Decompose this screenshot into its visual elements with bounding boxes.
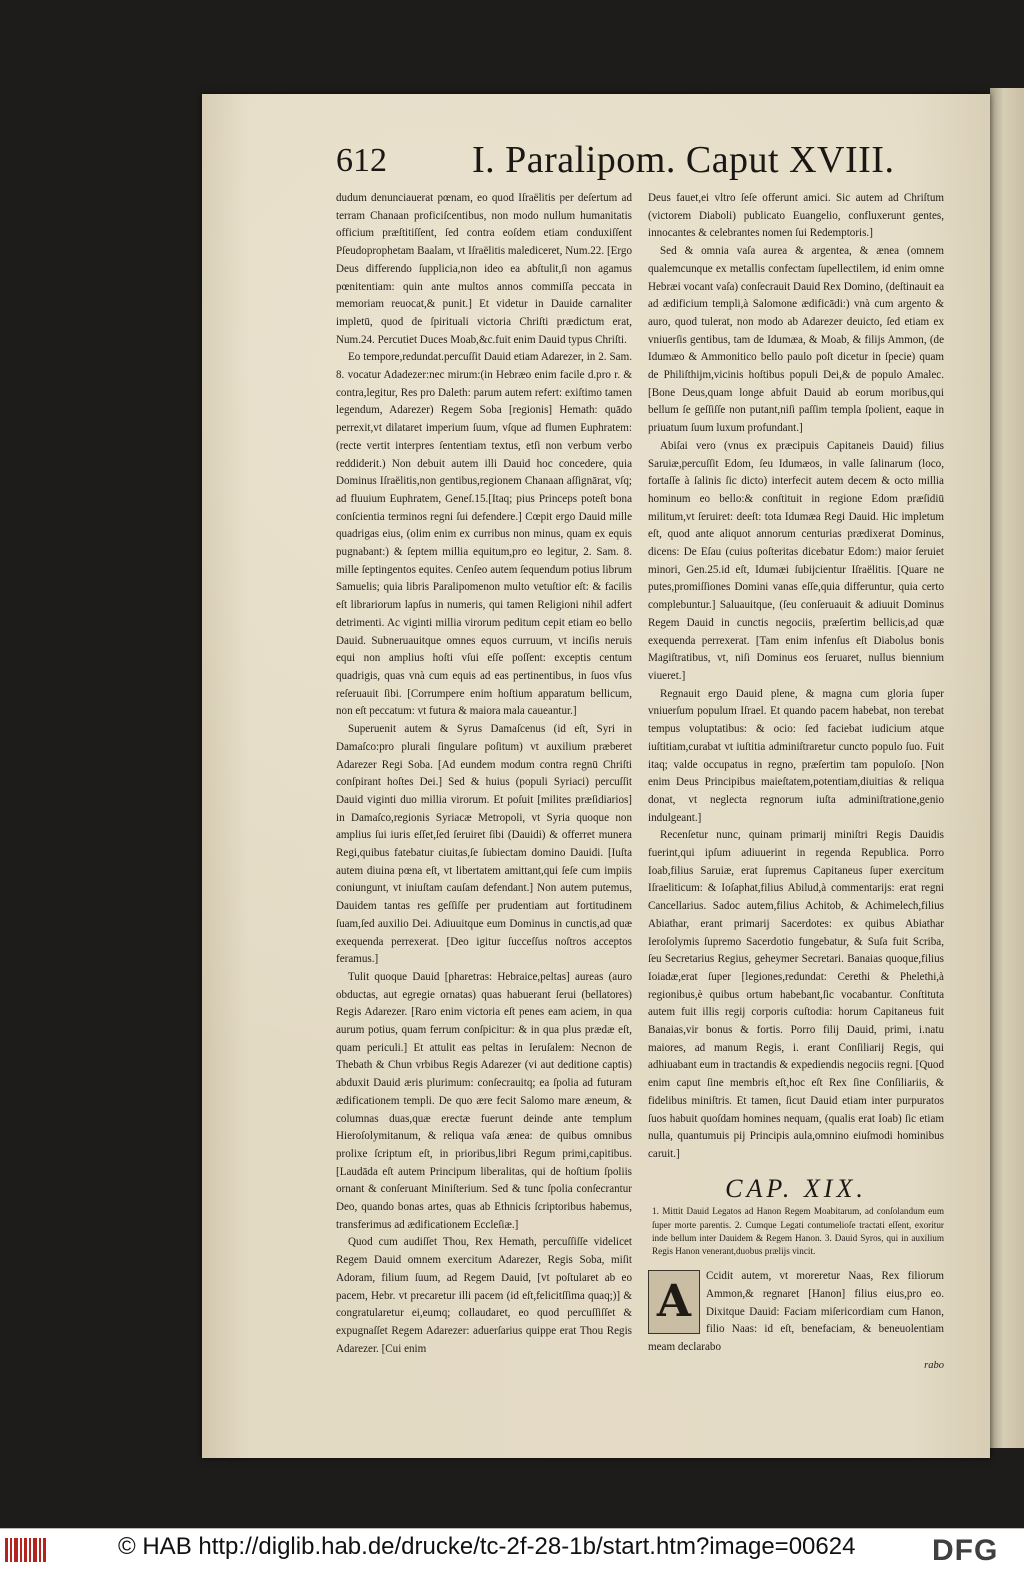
page-header	[336, 138, 976, 184]
book-page	[202, 94, 990, 1458]
left-paragraph: dudum denunciauerat pœnam, eo quod Iſraëlitis per deſertum ad terram Chanaan proficiſcentibus, non modo nullum humanitatis officium præſtitiſſent, ſed contra eoſdem etiam conduxiſſent Pſeudoprophetam Baalam, vt Iſraëlitis malediceret, Num.22. [Ergo Deus differendo ſupplicia,non ideo ea abſtulit,ſi non agamus pœnitentiam: quin ante multos annos commiſſa peccata in memoriam reuocat,& punit.] Et videtur in Dauide carnaliter impletū, quod de ſpirituali victoria Chriſti prædictum erat, Num.24. Percutiet Duces Moab,&c.fuit enim Dauid typus Chriſti.	[336, 192, 632, 346]
page-number: 612	[336, 142, 387, 179]
left-paragraph: Tulit quoque Dauid [pharetras: Hebraice,peltas] aureas (auro obductas, aut egregie ornatas) quas habuerant ſerui (bellatores) Regis Adarezer. [Raro enim victoria eſt penes eam aciem, in qua aurum potius, quam ferrum conſpicitur: & in qua plus prædæ eſt, quam periculi.] Et attulit eas peltas in Ieruſalem: Necnon de Thebath & Chun vrbibus Regis Adarezer (vi aut deditione captis) abduxit Dauid æris plurimum: conſecrauitq; ea ſpolia ad futuram ædificationem templi. De quo ære fecit Salomo mare æneum, & columnas duas,quæ erectæ fuerunt deinde ante templum Hieroſolymitanum, & reliqua vaſa ænea: de quibus omnibus prolixe ſcriptum eſt, in prioribus,libri Regum primi,capitibus. [Laudāda eſt autem Principum liberalitas, qui de hoſtium ſpoliis ornant & conſeruant Miniſterium. Sed & tunc ſpolia conſecrantur Deo, quando bonas artes, quas ab Ethnicis ſcriptoribus habemus, transferimus ad ædificationem Eccleſiæ.]	[336, 970, 632, 1231]
dfg-logo: DFG	[932, 1534, 999, 1567]
running-title: I. Paralipom. Caput XVIII.	[472, 139, 895, 181]
left-paragraph: Eo tempore,redundat.percuſſit Dauid etiam Adarezer, in 2. Sam. 8. vocatur Adadezer:nec mirum:(in Hebræo enim facile d.pro r. & contra,legitur, Res pro Daleth: parum autem refert: exiſtimo tamen legendum, Adarezer) Regem Soba [regionis] Hemath: quādo perrexit,vt dilataret imperium ſuum, vſque ad flumen Euphratem: (recte vertit interpres ſententiam textus, etſi non verbum verbo reddiderit.) Non debuit autem illi Dauid hoc concedere, quia Dominus Iſraëlitis,non gentibus,regionem Chanaan aſſignārat, vſq; ad fluuium Euphratem, Geneſ.15.[Itaq; pius Princeps poteſt bona conſcientia terminos regni ſui defendere.] Cœpit ergo Dauid mille quadrigas eius, (olim enim ex curribus non minus, quam ex equis pugnabant:) & ſeptem millia equitum,pro eo legitur, 2. Sam. 8. mille ſeptingentos equites. Cenſeo autem ſequendum potius librum Samuelis; quia libris Paralipomenon multo vetuſtior eſt: & facilis eſt librariorum lapſus in numeris, qui tamen Religioni nihil adfert detrimenti. Ac viginti millia virorum peditum cepit etiam eo bello Dauid. Subneruauitque omnes equos curruum, vt inciſis neruis equi non amplius hoſti vſui eſſe poſſent: exceptis centum quadrigis, quas vnà cum equis ad eas pertinentibus, in ſuos vſus reſeruauit ſibi. [Corrumpere enim hoſtium apparatum bellicum, non eſt peccatum: vt futura & maiora mala caueantur.]	[336, 351, 632, 718]
right-paragraph: Sed & omnia vaſa aurea & argentea, & ænea (omnem qualemcunque ex metallis confectam ſupellectilem, id enim omne Hebræi vocant vaſa) conſecrauit Dauid Rex Domino, (deſtinauit ea ad ædificium templi,à Salomone ædificādi:) vnà cum argento & auro, quod tulerat, non modo ab Adarezer deuicto, ſed etiam ex vniuerſis gentibus, tam de Idumæa, & Moab, & filijs Ammon, (de Idumæo & Ammonitico bello paulo poſt dicetur in ſpecie) quam de Philiſthijm,vicinis hoſtibus populi Dei,& de populo Amalec. [Bone Deus,quam longe abfuit Dauid ab eorum moribus,qui bellum ſe geſſiſſe non putant,niſi paſſim templa ſpolient, eaque in priuatum ſuum luxum profundant.]	[648, 245, 944, 435]
right-paragraph: Abiſai vero (vnus ex præcipuis Capitaneis Dauid) filius Saruiæ,percuſſit Edom, ſeu Idumæos, in valle ſalinarum (loco, fortaſſe à ſalinis ſic dicto) interfecit autem decem & octo millia hominum eo bello:& conſtituit in regione Edom præſidiū militum,vt ſeruiret: deeſt: tota Idumæa Regi Dauid. Hic impletum eſt, quod ante aliquot annorum centurias prædixerat Dominus, dicens: De Eſau (cuius poſteritas dicebatur Edom:) maior ſeruiet minori, Gen.25.id eſt, Idumæi ſubijcientur Iſraëlitis. [Quare ne putes,promiſſiones Domini vanas eſſe,quia differuntur, quia certo complebuntur.] Saluauitque, (ſeu conſeruauit & adiuuit Dominus Regem Dauid in cunctis negociis, præſertim bellicis,ad quæ exequenda perrexerat. [Tam enim infenſus eſt Diabolus bonis Magiſtratibus, vt, niſi Dominus eos ſeruaret, nullus biennium viueret.]	[648, 439, 944, 682]
footer-bar	[0, 1528, 1024, 1571]
hab-barcode-logo-icon	[4, 1535, 50, 1565]
catchword: rabo	[924, 1359, 944, 1371]
copyright-url-text: © HAB http://diglib.hab.de/drucke/tc-2f-28-1b/start.htm?image=00624	[118, 1533, 856, 1560]
left-paragraph: Quod cum audiſſet Thou, Rex Hemath, percuſſiſſe videlicet Regem Dauid omnem exercitum Adarezer, Regis Soba, miſit Adoram, filium ſuum, ad Regem Dauid, [vt poſtularet ab eo pacem, Hebr. vt precaretur illi pacem (id eſt,felicitſſima quaq;)] & congratularetur ei,eumq; collaudaret, eo quod percuſſiſſet & expugnaſſet Regem Adarezer: aduerſarius quippe erat Thou Regis Adarezer. [Cui enim	[336, 1236, 632, 1355]
right-column	[648, 190, 944, 1374]
decorated-initial-letter: A	[648, 1270, 700, 1334]
opening-paragraph: Ccidit autem, vt moreretur Naas, Rex filiorum Ammon,& regnaret [Hanon] filius eius,pro eo. Dixitque Dauid: Faciam miſericordiam cum Hanon, filio Naas: id eſt, benefaciam, & beneuolentiam meam declarabo	[648, 1270, 944, 1353]
right-paragraph: Recenſetur nunc, quinam primarij miniſtri Regis Dauidis fuerint,qui ipſum adiuuerint in regenda Republica. Porro Ioab,filius Saruiæ, erat ſupremus Capitaneus ſuper exercitum Iſraeliticum: & Ioſaphat,filius Abilud,à commentarijs: erat regni Cancellarius. Sadoc autem,filius Achitob, & Achimelech,filius Abiathar, erant primarij Sacerdotes: ex quibus Abiathar Ieroſolymis ſupremo Sacerdotio fungebatur, & Suſa fuit Scriba, ſeu Secretarius Regius, geheymer Secretari. Banaias quoque,filius Ioiadæ,erat ſuper [legiones,redundat: Cerethi & Phelethi,à regionibus,è quibus ortum habebant,ſic vocabantur. Conſtituta autem fuit illis regij corporis cuſtodia: horum Capitaneus fuit Banaias,vir bonus & fortis. Porro filij Dauid, primi, i.natu maiores, ad manum Regis, i. erant Conſiliarij Regis, qui adhiuabant eum in tractandis & expediendis negociis regni. [Quod enim caput ſine membris eſt,hoc eſt Rex ſine Conſiliariis, & fidelibus miniſtris. Et tamen, ſicut Dauid etiam inter purpuratos ſuos habuit quoſdam homines nequam, (qualis erat Ioab) ſic etiam nulla, quantumuis pij Principis aula,omnino eiuſmodi hominibus caruit.]	[648, 829, 944, 1160]
chapter-summary: 1. Mittit Dauid Legatos ad Hanon Regem Moabitarum, ad conſolandum eum ſuper morte parentis. 2. Cumque Legati contumelioſe tractati eſſent, exoritur inde bellum inter Dauidem & Regem Hanon. 3. Dauid Syros, qui in auxilium Regis Hanon venerant,duobus prælijs vincit.	[652, 1206, 944, 1256]
chapter-heading: CAP. XIX.	[725, 1173, 867, 1203]
next-page-edge	[990, 88, 1024, 1448]
left-paragraph: Superuenit autem & Syrus Damaſcenus (id eſt, Syri in Damaſco:pro plurali ſingulare poſitum) vt auxilium præberet Adarezer Regi Soba. [Ad eundem modum contra regnū Chriſti conſpirant hoſtes Dei.] Sed & huius (populi Syriaci) percuſſit Dauid viginti duo millia virorum. Et poſuit [milites præſidiarios] in Damaſco,regionis Syriacæ Metropoli, vt Syria quoque non amplius ſui iuris eſſet,ſed ſeruiret ſibi (Dauidi) & offerret munera Regi,quibus fatebatur ciuitas,ſe ſubiectam domino Dauidi. [Iuſta autem diuina pœna eſt, vt libertatem amittant,qui ſeſe cum impiis coniungunt, vt iniuſtam cauſam defendant.] Non autem putemus, Dauidem tantas res geſſiſſe per prudentiam aut fortitudinem ſuam,ſed auxilio Dei. Adiuuitque eum Dominus in cunctis,ad quæ exequenda perrexerat. [Deo igitur ſucceſſus noſtros acceptos feramus.]	[336, 723, 632, 966]
left-column	[336, 190, 632, 1358]
right-paragraph: Regnauit ergo Dauid plene, & magna cum gloria ſuper vniuerſum populum Iſrael. Et quando pacem habebat, non terebat tempus voluptatibus: & ocio: ſed faciebat iudicium atque iuſtitiam,curabat vt iuſtitia adminiſtraretur cuncto populo ſuo. Fuit itaq; valde occupatus in regno, præſertim tam populoſo. [Non enim Deus Principibus maieſtatem,potentiam,diuitias & reliqua donat, vt neglecta regnorum iuſta adminiſtratione,genio indulgeant.]	[648, 687, 944, 824]
chapter-opening	[648, 1268, 944, 1357]
right-paragraph: Deus fauet,ei vltro ſeſe offerunt amici. Sic autem ad Chriſtum (victorem Diaboli) publicato Euangelio, confluxerunt gentes, innocantes & celebrantes nomen ſui Redemptoris.]	[648, 192, 944, 240]
